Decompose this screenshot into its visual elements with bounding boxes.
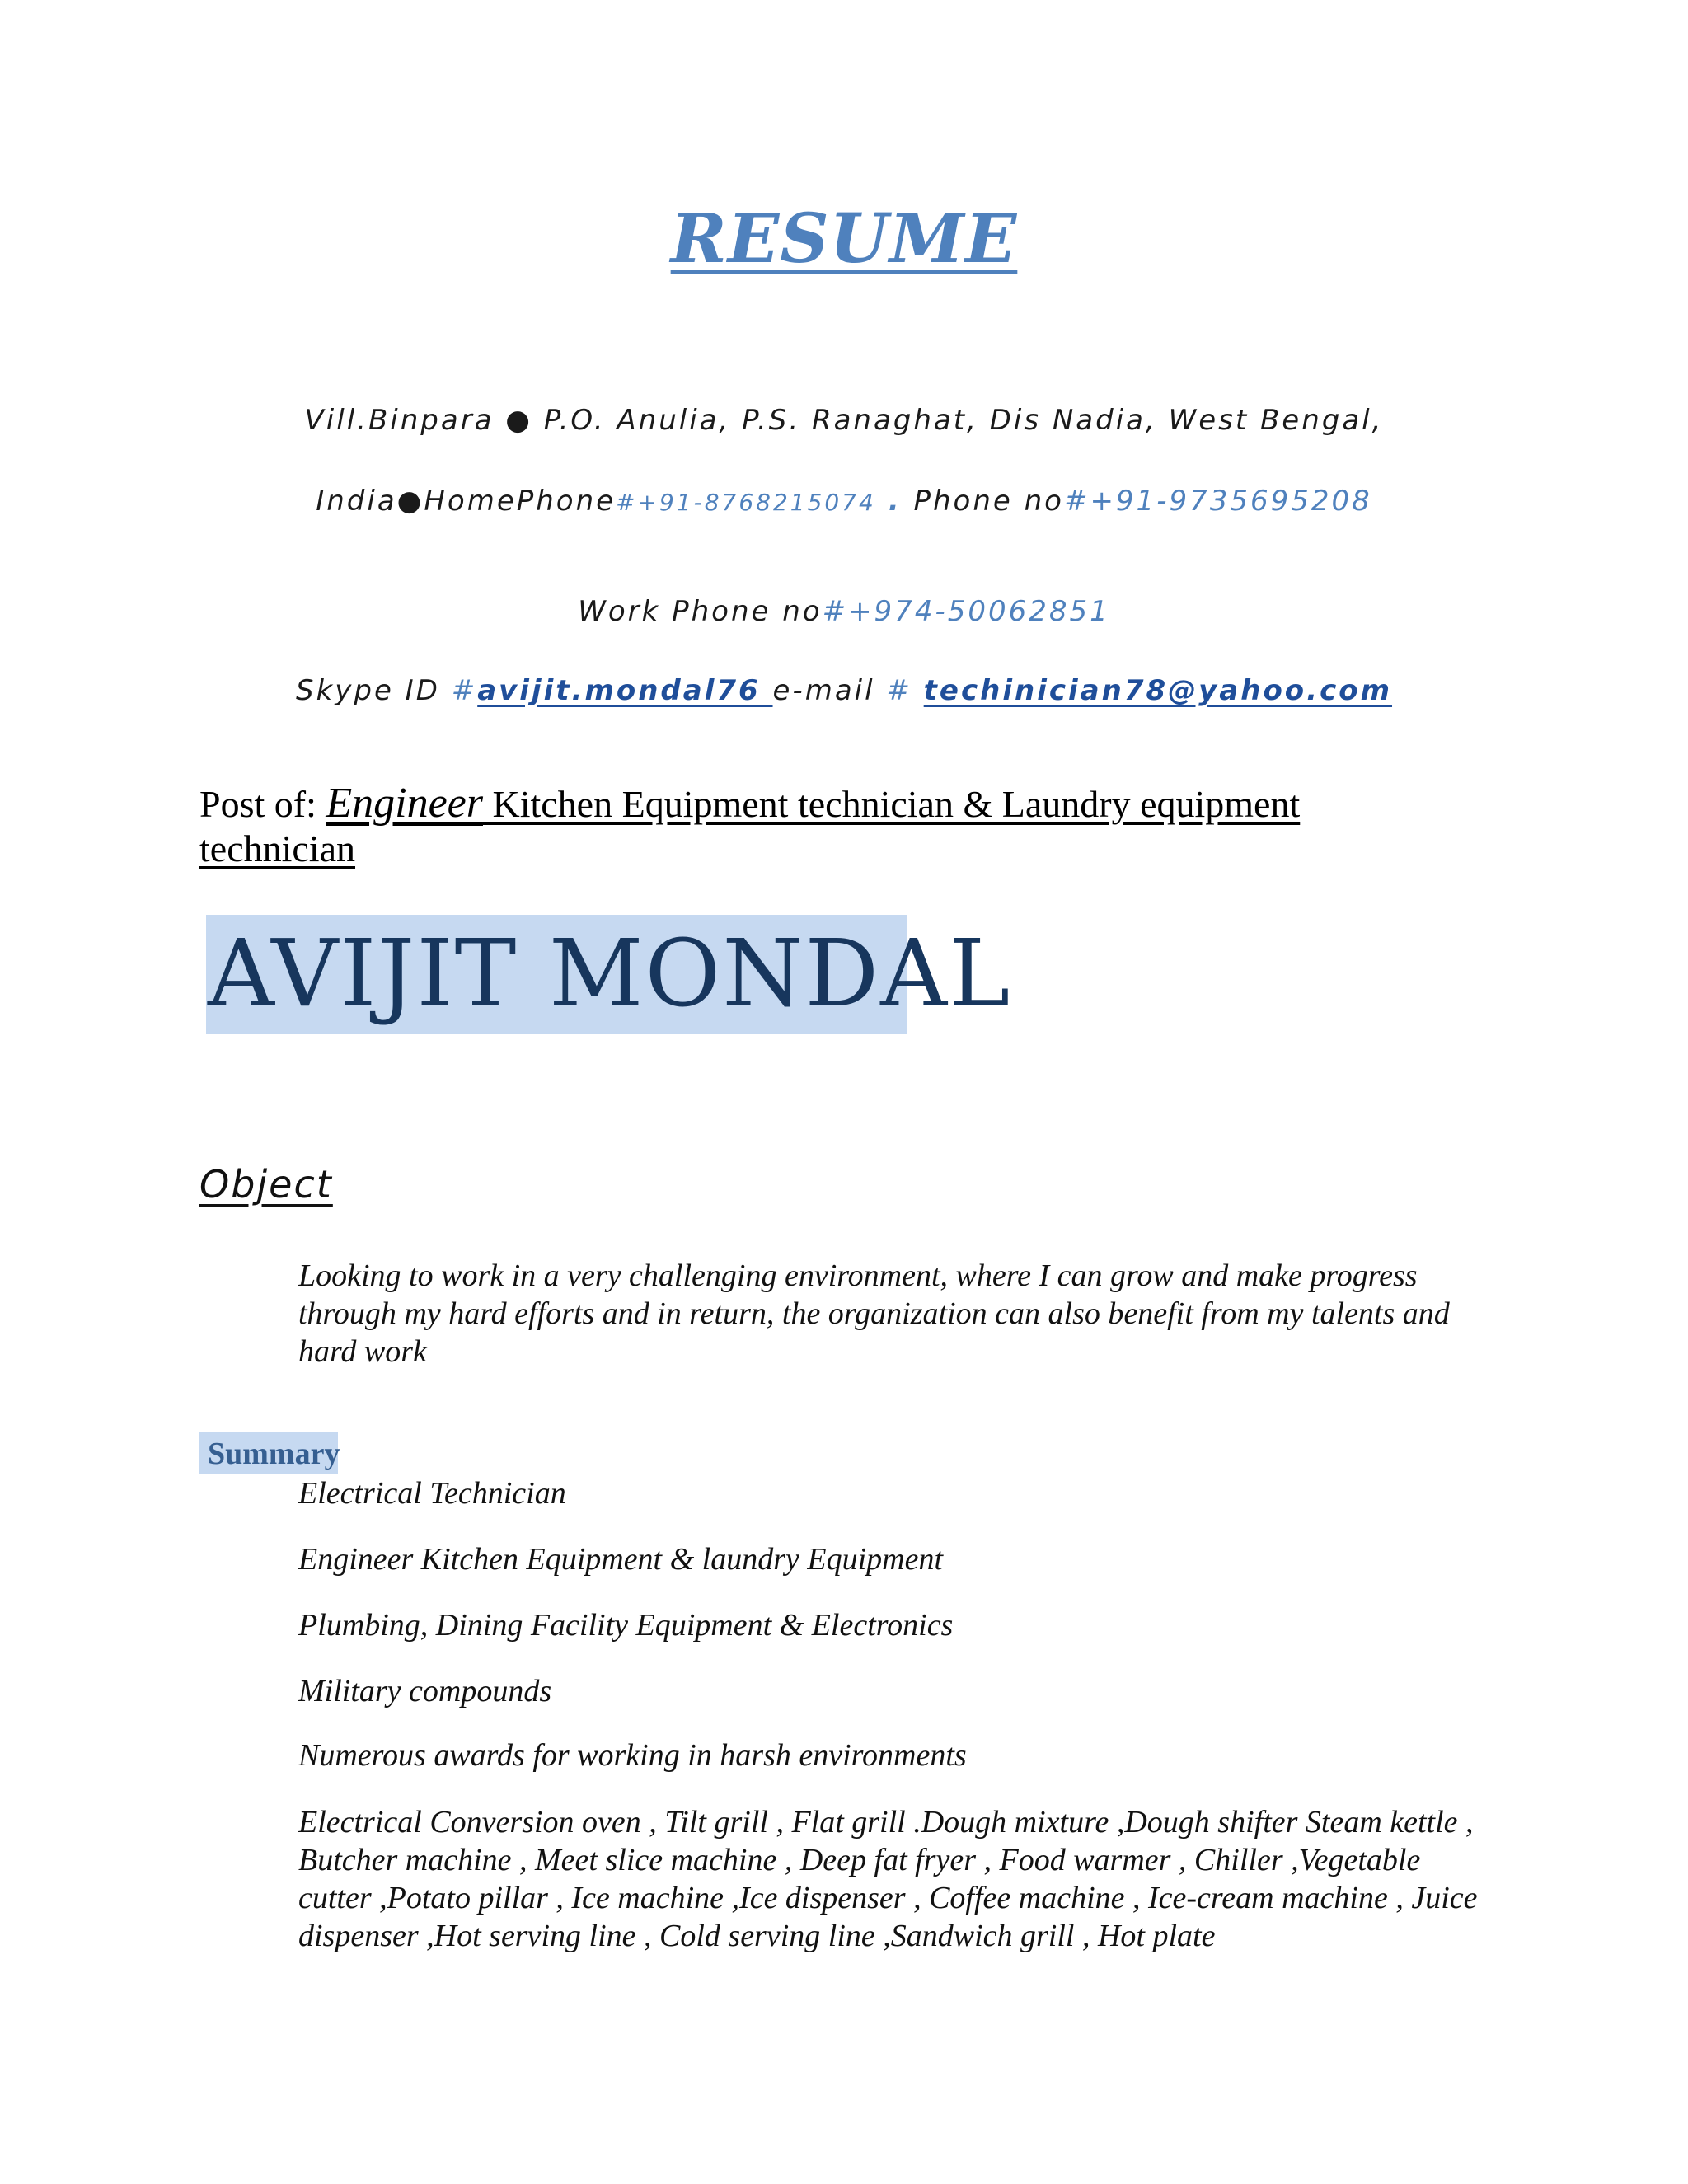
country-home-label: India●HomePhone: [316, 485, 617, 518]
work-phone-line: [0, 595, 1688, 628]
summary-item: Military compounds: [298, 1674, 552, 1708]
mobile-phone: #+91-9735695208: [1063, 485, 1372, 518]
phone-separator: .: [875, 485, 914, 518]
skype-id-link[interactable]: avijit.mondal76: [477, 674, 773, 707]
object-heading: Object: [199, 1162, 333, 1207]
post-engineer: Engineer: [326, 780, 483, 827]
summary-item: Plumbing, Dining Facility Equipment & Electronics: [298, 1608, 954, 1643]
summary-heading: Summary: [208, 1436, 340, 1471]
resume-title: RESUME: [670, 199, 1018, 279]
phone-line: [0, 485, 1688, 518]
phone-label: Phone no: [913, 485, 1064, 518]
work-phone: #+974-50062851: [822, 595, 1110, 628]
email-label: e-mail: [772, 674, 887, 707]
object-text: Looking to work in a very challenging environment, where I can grow and make progress through my hard efforts and in return, the organization can also benefit from my talents and hard work: [298, 1258, 1450, 1369]
post-of: [199, 781, 1386, 871]
online-contact-line: [0, 674, 1688, 707]
email-link[interactable]: techinician78@yahoo.com: [923, 674, 1393, 707]
home-phone: #+91-8768215074: [616, 489, 876, 516]
candidate-name: AVIJIT MONDAL: [208, 921, 1012, 1028]
summary-item: Engineer Kitchen Equipment & laundry Equipment: [298, 1542, 944, 1577]
post-label: Post of:: [199, 783, 326, 825]
post-title: Kitchen Equipment technician & Laundry equipment technician: [199, 783, 1301, 869]
summary-item: Electrical Technician: [298, 1476, 566, 1511]
address-line: Vill.Binpara ● P.O. Anulia, P.S. Ranaghat, Dis Nadia, West Bengal,: [304, 404, 1384, 437]
email-hash: #: [886, 674, 924, 707]
skype-hash: #: [451, 674, 478, 707]
work-phone-label: Work Phone no: [578, 595, 823, 628]
equipment-list: Electrical Conversion oven , Tilt grill , Flat grill .Dough mixture ,Dough shifter Steam kettle , Butcher machine , Meet slice machine , Deep fat fryer , Food warmer , Chiller ,Vegetable cutter ,Potato pillar , Ice machine ,Ice dispenser , Coffee machine , Ice-cream machine , Juice dispenser ,Hot serving line , Cold serving line ,Sandwich grill , Hot plate: [298, 1805, 1478, 1953]
summary-item: Numerous awards for working in harsh environments: [298, 1738, 967, 1773]
skype-label: Skype ID: [295, 674, 452, 707]
